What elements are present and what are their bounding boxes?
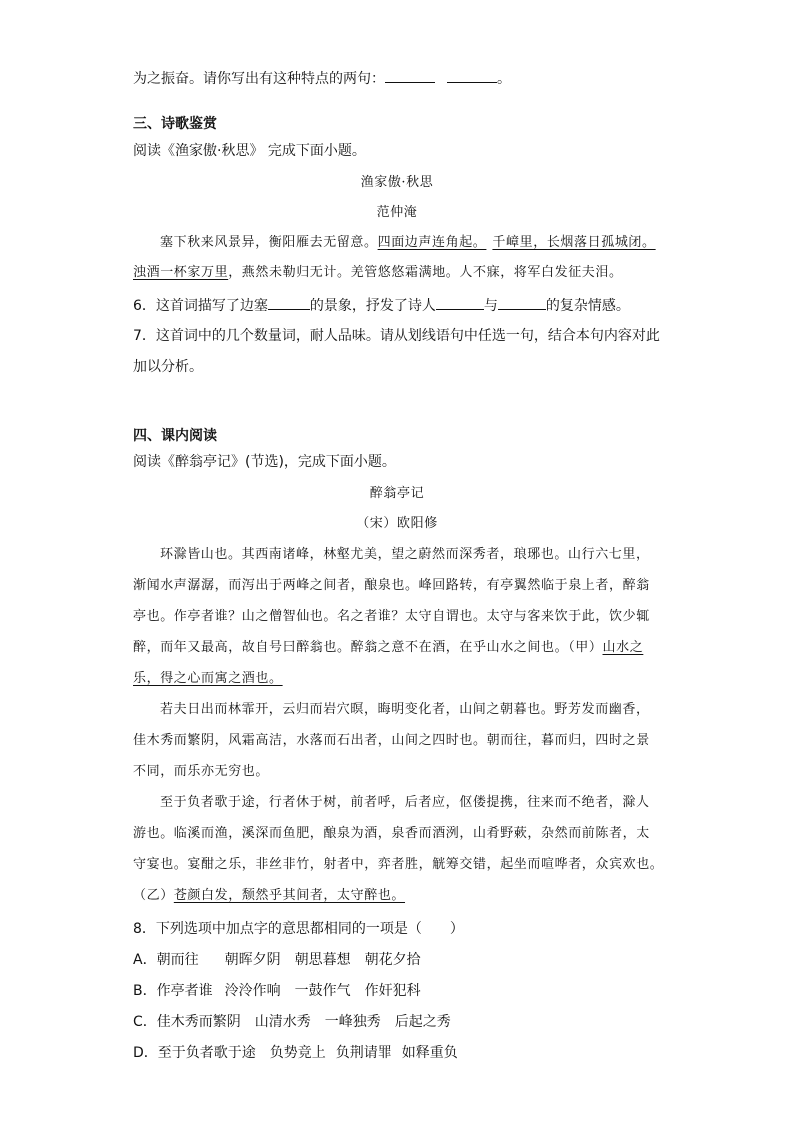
poem-underlined-text: 四面边声连角起。 — [377, 235, 487, 250]
answer-blank[interactable] — [447, 68, 497, 83]
option-item: 作奸犯科 — [364, 983, 421, 999]
option-item: 一峰独秀 — [324, 1014, 381, 1030]
essay-p1-line-1: 环滁皆山也。其西南诸峰，林壑尤美，望之蔚然而深秀者，琅琊也。山行六七里， — [160, 547, 650, 562]
option-item: 朝思暮想 — [294, 952, 351, 968]
q6-text: 的景象，抒发了诗人 — [309, 298, 436, 314]
poem-underlined-text: 千嶂里，长烟落日孤城闭。 — [492, 235, 656, 250]
essay-p1-line-3: 亭也。作亭者谁？山之僧智仙也。名之者谁？太守自谓也。太守与客来饮于此，饮少辄 — [133, 609, 650, 624]
essay-text: （乙） — [133, 888, 174, 903]
q6-text: 的复杂情感。 — [545, 298, 630, 314]
option-label: B． — [133, 983, 157, 999]
option-item: 如释重负 — [401, 1045, 458, 1061]
essay-p3-line-3: 守宴也。宴酣之乐，非丝非竹，射者中，弈者胜，觥筹交错，起坐而喧哗者，众宾欢也。 — [133, 857, 664, 872]
section3-heading: 三、诗歌鉴赏 — [133, 116, 217, 132]
essay-p2-line-3: 不同，而乐亦无穷也。 — [133, 764, 270, 779]
answer-blank[interactable] — [385, 68, 435, 83]
option-item: 山清水秀 — [254, 1014, 311, 1030]
section4-heading: 四、课内阅读 — [133, 428, 217, 444]
option-item: 一鼓作气 — [294, 983, 351, 999]
essay-p1-line-2: 渐闻水声潺潺，而泻出于两峰之间者，酿泉也。峰回路转，有亭翼然临于泉上者，醉翁 — [133, 578, 650, 593]
essay-text: 醉，而年又最高，故自号曰醉翁也。醉翁之意不在酒，在乎山水之间也。（甲） — [133, 640, 603, 655]
essay-title: 醉翁亭记 — [369, 486, 425, 501]
essay-p2-line-1: 若夫日出而林霏开，云归而岩穴暝，晦明变化者，山间之朝暮也。野芳发而幽香， — [160, 702, 650, 717]
option-label: D． — [133, 1045, 158, 1061]
answer-blank[interactable] — [498, 295, 546, 310]
option-item: 作亭者谁 — [156, 983, 213, 999]
question-8-stem: 8．下列选项中加点字的意思都相同的一项是（ ） — [133, 921, 464, 937]
option-label: A． — [133, 952, 157, 968]
section4-intro: 阅读《醉翁亭记》(节选)，完成下面小题。 — [133, 454, 396, 470]
answer-blank[interactable] — [436, 295, 484, 310]
essay-p2-line-2: 佳木秀而繁阴，风霜高洁，水落而石出者，山间之四时也。朝而往，暮而归，四时之景 — [133, 733, 650, 748]
q8-option-b[interactable] — [133, 981, 421, 1001]
question-6 — [133, 295, 630, 316]
answer-blank[interactable] — [268, 295, 310, 310]
essay-p1-line-4 — [133, 638, 643, 658]
option-item: 朝花夕拾 — [364, 952, 421, 968]
poem-text: ，燕然未勒归无计。羌管悠悠霜满地。人不寐，将军白发征夫泪。 — [228, 265, 623, 280]
option-label: C． — [133, 1014, 157, 1030]
essay-p3-line-4 — [133, 886, 405, 906]
q6-text: 6．这首词描写了边塞 — [133, 298, 268, 314]
poem-line-2 — [133, 263, 623, 283]
poem-line-1 — [160, 233, 656, 253]
option-item: 后起之秀 — [394, 1014, 451, 1030]
q8-option-a[interactable] — [133, 950, 421, 970]
option-item: 泠泠作响 — [224, 983, 281, 999]
q5-tail-text: 为之振奋。请你写出有这种特点的两句： — [133, 71, 385, 87]
option-item: 佳木秀而繁阴 — [156, 1014, 241, 1030]
poem-author: 范仲淹 — [376, 205, 418, 220]
option-item: 朝晖夕阴 — [224, 952, 281, 968]
section3-intro: 阅读《渔家傲·秋思》 完成下面小题。 — [133, 143, 366, 159]
essay-underlined-text: 苍颜白发，颓然乎其间者，太守醉也。 — [173, 888, 406, 903]
essay-p1-line-5: 乐，得之心而寓之酒也。 — [133, 671, 283, 686]
essay-p3-line-2: 游也。临溪而渔，溪深而鱼肥，酿泉为酒，泉香而酒洌，山肴野蔌，杂然而前陈者，太 — [133, 826, 650, 841]
poem-text: 塞下秋来风景异，衡阳雁去无留意。 — [160, 235, 378, 250]
q5-tail-end: 。 — [497, 71, 511, 87]
poem-underlined-text: 浊酒一杯家万里 — [133, 265, 229, 280]
option-item: 负势竞上 — [269, 1045, 326, 1061]
option-item: 朝而往 — [156, 952, 199, 968]
poem-title: 渔家傲·秋思 — [360, 175, 434, 190]
essay-underlined-text: 山水之 — [602, 640, 644, 655]
essay-p3-line-1: 至于负者歌于途，行者休于树，前者呼，后者应，伛偻提携，往来而不绝者，滁人 — [160, 795, 650, 810]
question-7-line-2: 加以分析。 — [133, 359, 203, 375]
question-7-line-1: 7．这首词中的几个数量词，耐人品味。请从划线语句中任选一句，结合本句内容对此 — [133, 328, 660, 344]
q8-option-c[interactable] — [133, 1012, 451, 1032]
q6-text: 与 — [483, 298, 498, 314]
q8-option-d[interactable] — [133, 1043, 458, 1063]
q5-tail-line — [133, 68, 511, 89]
option-item: 负荆请罪 — [335, 1045, 392, 1061]
option-item: 至于负者歌于途 — [157, 1045, 256, 1061]
essay-author: （宋）欧阳修 — [356, 516, 438, 531]
